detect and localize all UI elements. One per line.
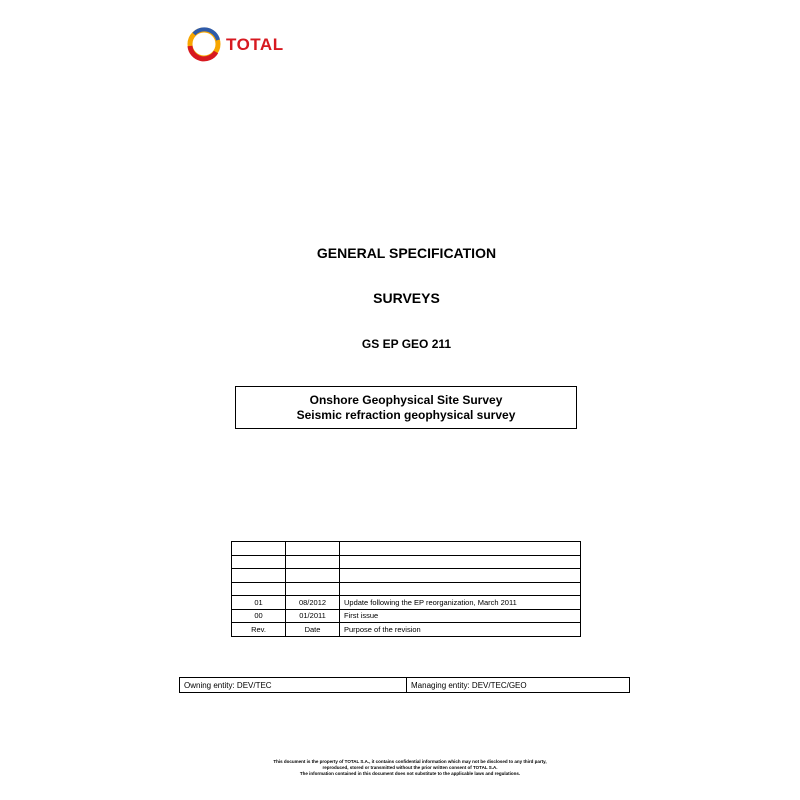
date-cell bbox=[286, 555, 340, 569]
date-header: Date bbox=[286, 623, 340, 637]
rev-cell: 01 bbox=[232, 596, 286, 610]
rev-cell bbox=[232, 569, 286, 583]
table-row bbox=[232, 596, 581, 610]
total-logo-icon bbox=[186, 26, 222, 62]
footer-line-3: The information contained in this document does not substitute to the applicable laws and regulations. bbox=[299, 771, 521, 776]
table-row bbox=[232, 582, 581, 596]
rev-cell bbox=[232, 582, 286, 596]
rev-cell: 00 bbox=[232, 609, 286, 623]
date-cell bbox=[286, 542, 340, 556]
subject-line-2: Seismic refraction geophysical survey bbox=[296, 408, 516, 422]
rev-cell bbox=[232, 542, 286, 556]
date-cell: 01/2011 bbox=[286, 609, 340, 623]
table-row bbox=[232, 542, 581, 556]
total-logo bbox=[186, 26, 296, 66]
subject-line-1: Onshore Geophysical Site Survey bbox=[309, 393, 503, 407]
footer-line-2: reproduced, stored or transmitted without the prior written consent of TOTAL S.A. bbox=[322, 765, 498, 770]
date-cell bbox=[286, 582, 340, 596]
document-title: GENERAL SPECIFICATION bbox=[316, 245, 497, 261]
date-cell bbox=[286, 569, 340, 583]
entity-table bbox=[179, 677, 630, 693]
purpose-cell bbox=[340, 582, 581, 596]
purpose-cell bbox=[340, 569, 581, 583]
purpose-cell bbox=[340, 555, 581, 569]
footer-line-1: This document is the property of TOTAL S.A., it contains confidential information which may not be disclosed to any third party, bbox=[273, 759, 547, 764]
managing-entity: Managing entity: DEV/TEC/GEO bbox=[407, 678, 630, 693]
total-logo-text: TOTAL bbox=[226, 35, 284, 54]
document-reference: GS EP GEO 211 bbox=[361, 337, 452, 351]
rev-header: Rev. bbox=[232, 623, 286, 637]
rev-cell bbox=[232, 555, 286, 569]
subject-box bbox=[235, 386, 577, 429]
table-row bbox=[180, 678, 630, 693]
purpose-cell bbox=[340, 542, 581, 556]
table-row bbox=[232, 609, 581, 623]
table-header-row bbox=[232, 623, 581, 637]
purpose-header: Purpose of the revision bbox=[340, 623, 581, 637]
document-category: SURVEYS bbox=[373, 290, 440, 306]
table-row bbox=[232, 569, 581, 583]
date-cell: 08/2012 bbox=[286, 596, 340, 610]
revision-table bbox=[231, 541, 581, 637]
table-row bbox=[232, 555, 581, 569]
confidentiality-footer bbox=[180, 759, 640, 777]
owning-entity: Owning entity: DEV/TEC bbox=[180, 678, 407, 693]
purpose-cell: First issue bbox=[340, 609, 581, 623]
purpose-cell: Update following the EP reorganization, March 2011 bbox=[340, 596, 581, 610]
